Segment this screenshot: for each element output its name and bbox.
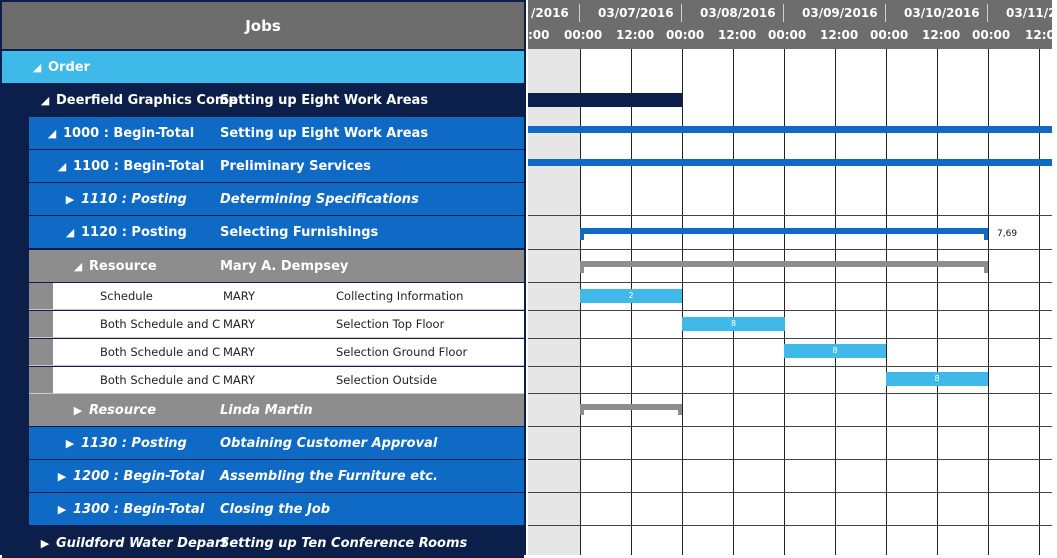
expanded-icon[interactable]: ◢ — [40, 93, 50, 107]
timeline-time: 12:00 — [922, 28, 961, 42]
date-separator — [783, 4, 784, 22]
row-separator — [528, 249, 1052, 250]
expanded-icon[interactable]: ◢ — [47, 126, 57, 140]
timeline-time: 00:00 — [564, 28, 603, 42]
date-separator — [987, 4, 988, 22]
timeline-date: 03/07/2016 — [598, 6, 674, 20]
tree-row-resource-mary[interactable] — [29, 250, 524, 282]
collapsed-icon[interactable]: ▶ — [73, 403, 83, 417]
tree-row-guildford[interactable] — [2, 528, 524, 558]
resource-line-row[interactable] — [29, 367, 524, 394]
line-code: MARY — [223, 317, 256, 331]
jobs-header: Jobs — [2, 2, 524, 49]
res-linda-desc: Linda Martin — [220, 402, 313, 418]
timeline-time: 12:00 — [718, 28, 757, 42]
timeline-time: 12:0 — [1025, 28, 1055, 42]
resource-mary-summary-bar[interactable] — [580, 261, 988, 267]
row-separator — [528, 492, 1052, 493]
date-separator — [579, 4, 580, 22]
row-stub — [29, 283, 53, 309]
r1120-summary-bar[interactable] — [580, 228, 988, 234]
r1130-desc: Obtaining Customer Approval — [220, 435, 438, 451]
r1120-desc: Selecting Furnishings — [220, 224, 379, 240]
res-linda-name: Resource — [89, 402, 157, 418]
r1120-name: 1120 : Posting — [81, 224, 187, 240]
line-task: Selection Outside — [336, 373, 438, 387]
r1100-bar[interactable] — [528, 159, 1052, 166]
resource-line-row[interactable] — [29, 339, 524, 366]
date-separator — [681, 4, 682, 22]
deerfield-bar[interactable] — [528, 93, 682, 107]
row-stub — [29, 367, 53, 393]
r1100-desc: Preliminary Services — [220, 158, 371, 174]
r1300-desc: Closing the Job — [220, 501, 331, 517]
collapsed-icon[interactable]: ▶ — [57, 469, 67, 483]
row-separator — [528, 393, 1052, 394]
grid-line — [886, 49, 887, 555]
task-bar[interactable] — [682, 317, 785, 331]
expanded-icon[interactable]: ◢ — [57, 159, 67, 173]
date-separator — [885, 4, 886, 22]
tree-row-1300[interactable] — [29, 493, 524, 525]
collapsed-icon[interactable]: ▶ — [40, 536, 50, 550]
summary-bar-cap — [580, 261, 584, 273]
expanded-icon[interactable]: ◢ — [73, 259, 83, 273]
summary-bar-cap — [580, 228, 584, 240]
tree-row-resource-linda[interactable] — [29, 394, 524, 426]
line-code: MARY — [223, 345, 256, 359]
jobs-panel — [0, 0, 526, 555]
timeline-time: 12:00 — [616, 28, 655, 42]
collapsed-icon[interactable]: ▶ — [65, 192, 75, 206]
row-separator — [528, 215, 1052, 216]
row-separator — [528, 366, 1052, 367]
line-type: Both Schedule and C — [100, 345, 221, 359]
tree-row-deerfield[interactable] — [2, 84, 524, 116]
line-type: Schedule — [100, 289, 153, 303]
line-task: Selection Ground Floor — [336, 345, 468, 359]
expanded-icon[interactable]: ◢ — [65, 225, 75, 239]
row-separator — [528, 282, 1052, 283]
timeline-date: 03/10/2016 — [904, 6, 980, 20]
grid-line — [733, 49, 734, 555]
res-mary-desc: Mary A. Dempsey — [220, 258, 349, 274]
tree-row-1110[interactable] — [29, 183, 524, 215]
row-separator — [528, 459, 1052, 460]
task-bar[interactable] — [580, 289, 682, 303]
timeline-date: /2016 — [531, 6, 569, 20]
r1110-desc: Determining Specifications — [220, 191, 419, 207]
r1000-name: 1000 : Begin-Total — [63, 125, 195, 141]
task-bar-label: 8 — [832, 346, 838, 355]
r1110-name: 1110 : Posting — [81, 191, 187, 207]
line-type: Both Schedule and C — [100, 373, 221, 387]
timeline-time: 00:00 — [972, 28, 1011, 42]
tree-row-1100[interactable] — [29, 150, 524, 182]
row-stub — [29, 339, 53, 365]
tree-row-1000[interactable] — [29, 117, 524, 149]
r1100-name: 1100 : Begin-Total — [73, 158, 205, 174]
row-separator — [528, 426, 1052, 427]
line-task: Collecting Information — [336, 289, 464, 303]
timeline-time: :00 — [528, 28, 550, 42]
grid-line — [784, 49, 785, 555]
task-bar-label: 2 — [628, 291, 634, 300]
r1300-name: 1300 : Begin-Total — [73, 501, 205, 517]
total-label: 7,69 — [997, 229, 1018, 239]
timeline-date: 03/11/2 — [1006, 6, 1057, 20]
r1130-name: 1130 : Posting — [81, 435, 187, 451]
gantt-timeline[interactable] — [528, 0, 1057, 555]
tree-row-order[interactable] — [2, 51, 524, 83]
grid-line — [682, 49, 683, 555]
timeline-time: 00:00 — [666, 28, 705, 42]
line-type: Both Schedule and C — [100, 317, 221, 331]
resource-line-row[interactable] — [29, 311, 524, 338]
row-separator — [528, 338, 1052, 339]
resource-line-row[interactable] — [29, 283, 524, 310]
expanded-icon[interactable]: ◢ — [32, 60, 42, 74]
task-bar-label: 8 — [934, 374, 940, 383]
r1000-desc: Setting up Eight Work Areas — [220, 125, 429, 141]
collapsed-icon[interactable]: ▶ — [57, 502, 67, 516]
deerfield-desc: Setting up Eight Work Areas — [220, 92, 429, 108]
summary-bar-cap — [984, 261, 988, 273]
summary-bar-cap — [984, 228, 988, 240]
guildford-name: Guildford Water Depart — [56, 535, 228, 551]
tree-row-1200[interactable] — [29, 460, 524, 492]
row-stub — [29, 311, 53, 337]
line-code: MARY — [223, 373, 256, 387]
r1000-bar[interactable] — [528, 126, 1052, 133]
collapsed-icon[interactable]: ▶ — [65, 436, 75, 450]
timeline-time: 00:00 — [768, 28, 807, 42]
row-separator — [528, 525, 1052, 526]
row-separator — [528, 310, 1052, 311]
order-label: Order — [48, 59, 90, 75]
r1200-desc: Assembling the Furniture etc. — [220, 468, 438, 484]
deerfield-name: Deerfield Graphics Comp — [56, 92, 238, 108]
grid-line — [1039, 49, 1040, 555]
timeline-date: 03/09/2016 — [802, 6, 878, 20]
grid-line — [937, 49, 938, 555]
task-bar[interactable] — [784, 344, 886, 358]
timeline-time: 00:00 — [870, 28, 909, 42]
resource-linda-summary-bar[interactable] — [580, 404, 682, 410]
line-task: Selection Top Floor — [336, 317, 445, 331]
summary-bar-cap — [678, 404, 682, 415]
summary-bar-cap — [580, 404, 584, 415]
grid-line — [835, 49, 836, 555]
res-mary-name: Resource — [89, 258, 157, 274]
line-code: MARY — [223, 289, 256, 303]
guildford-desc: Setting up Ten Conference Rooms — [220, 535, 468, 551]
task-bar[interactable] — [886, 372, 988, 386]
non-working-shade — [528, 49, 580, 555]
grid-line — [988, 49, 989, 555]
timeline-date: 03/08/2016 — [700, 6, 776, 20]
r1200-name: 1200 : Begin-Total — [73, 468, 205, 484]
tree-row-1120[interactable] — [29, 216, 524, 248]
timeline-time: 12:00 — [820, 28, 859, 42]
timeline-header — [528, 0, 1057, 49]
task-bar-label: 8 — [730, 319, 737, 328]
tree-row-1130[interactable] — [29, 427, 524, 459]
